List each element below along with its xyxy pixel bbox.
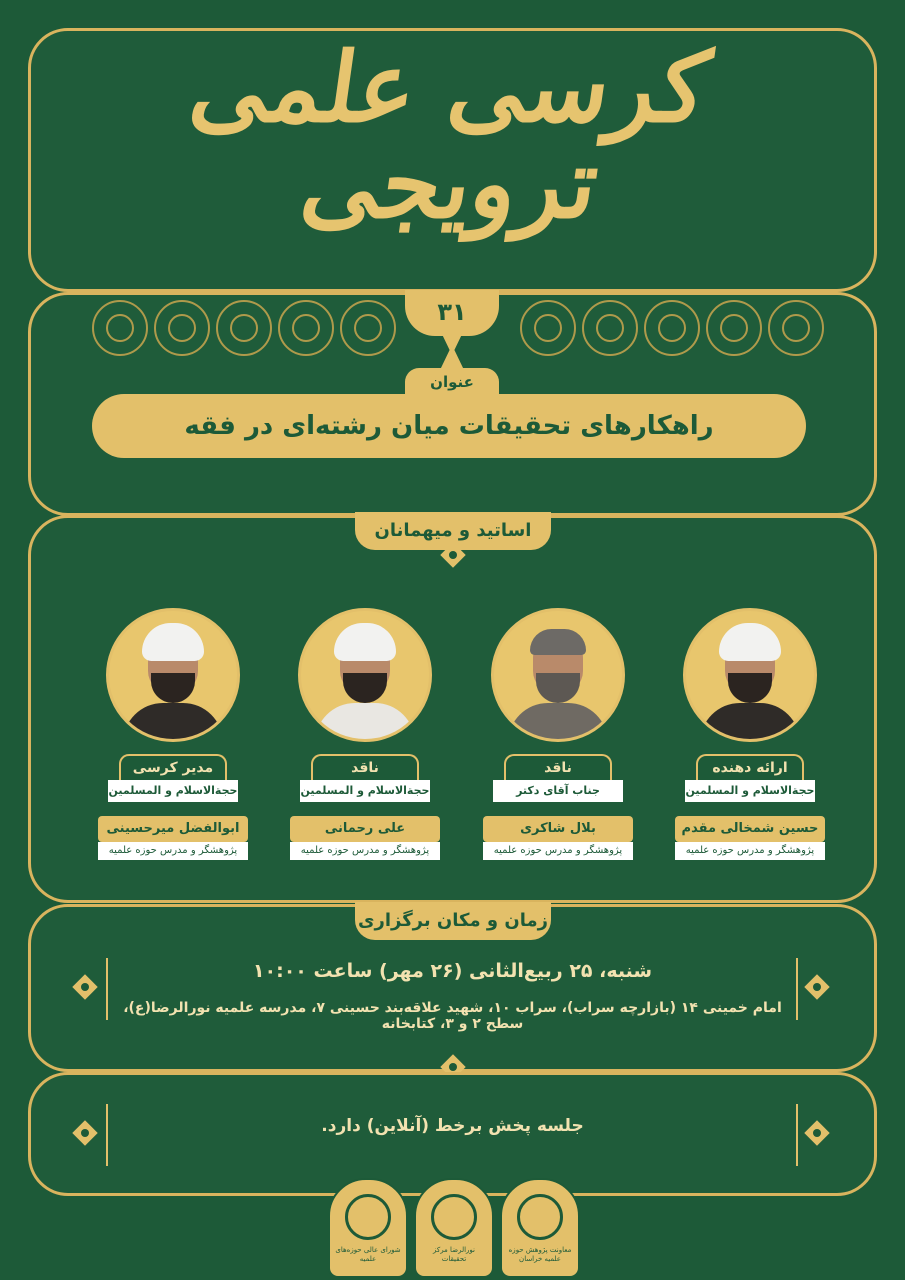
divider (796, 958, 798, 1020)
online-notice: جلسه پخش برخط (آنلاین) دارد. (321, 1116, 584, 1136)
title-line-1: کرسی علمی (183, 31, 717, 144)
guest-card-presenter (665, 608, 835, 860)
topic-title: راهکارهای تحقیقات میان رشته‌ای در فقه (92, 394, 806, 458)
schedule-heading: زمان و مکان برگزاری (355, 902, 551, 940)
shrine-emblem-icon (345, 1194, 391, 1240)
event-address: امام خمینی ۱۴ (بازارچه سراب)، سراب ۱۰، شهید علاقه‌بند حسینی ۷، مدرسه علمیه نورالرضا(ع)، سطح ۲ و ۳، کتابخانه (123, 1000, 782, 1032)
guest-honorific: حجةالاسلام و المسلمین (108, 780, 238, 802)
event-date: شنبه، ۲۵ ربیع‌الثانی (۲۶ مهر) ساعت ۱۰:۰۰ (252, 960, 653, 982)
ornament-left (92, 300, 396, 370)
guest-card-moderator (88, 608, 258, 860)
ornament-icon (154, 300, 210, 356)
guest-card-critic-1 (473, 608, 643, 860)
shrine-emblem-icon (517, 1194, 563, 1240)
logo-noor-alreza: نورالرضا مرکز تحقیقات (414, 1178, 494, 1278)
guest-role: ناقد (504, 754, 612, 780)
ornament-icon (768, 300, 824, 356)
guest-role: مدیر کرسی (119, 754, 227, 780)
guest-description: پژوهشگر و مدرس حوزه علمیه (290, 842, 440, 860)
guest-card-critic-2 (280, 608, 450, 860)
ornament-icon (92, 300, 148, 356)
avatar (491, 608, 625, 742)
ornament-icon (278, 300, 334, 356)
calligraphy-emblem-icon (431, 1194, 477, 1240)
guest-description: پژوهشگر و مدرس حوزه علمیه (675, 842, 825, 860)
guest-honorific: حجةالاسلام و المسلمین (685, 780, 815, 802)
ornament-right (520, 300, 824, 370)
ornament-icon (340, 300, 396, 356)
topic-label: عنوان (405, 368, 499, 396)
logo-research-deputy: معاونت پژوهش حوزه علمیه خراسان (500, 1178, 580, 1278)
session-number: ۳۱ (405, 290, 499, 336)
guest-honorific: جناب آقای دکتر (493, 780, 623, 802)
ornament-icon (706, 300, 762, 356)
guest-name: بلال شاکری (483, 816, 633, 842)
guest-description: پژوهشگر و مدرس حوزه علمیه (98, 842, 248, 860)
logo-seminary-council: شورای عالی حوزه‌های علمیه (328, 1178, 408, 1278)
ornament-icon (582, 300, 638, 356)
guest-honorific: حجةالاسلام و المسلمین (300, 780, 430, 802)
title-line-2: ترویجی (294, 127, 606, 240)
ornament-icon (520, 300, 576, 356)
guests-heading: اساتید و میهمانان (355, 512, 551, 550)
guest-name: ابوالفضل میرحسینی (98, 816, 248, 842)
ornament-icon (216, 300, 272, 356)
avatar (683, 608, 817, 742)
guest-role: ارائه دهنده (696, 754, 804, 780)
avatar (106, 608, 240, 742)
divider (106, 958, 108, 1020)
ornament-icon (644, 300, 700, 356)
divider (796, 1104, 798, 1166)
guest-name: علی رحمانی (290, 816, 440, 842)
divider (106, 1104, 108, 1166)
poster-title (120, 31, 780, 280)
avatar (298, 608, 432, 742)
guest-name: حسین شمخالی مقدم (675, 816, 825, 842)
guest-role: ناقد (311, 754, 419, 780)
guest-description: پژوهشگر و مدرس حوزه علمیه (483, 842, 633, 860)
